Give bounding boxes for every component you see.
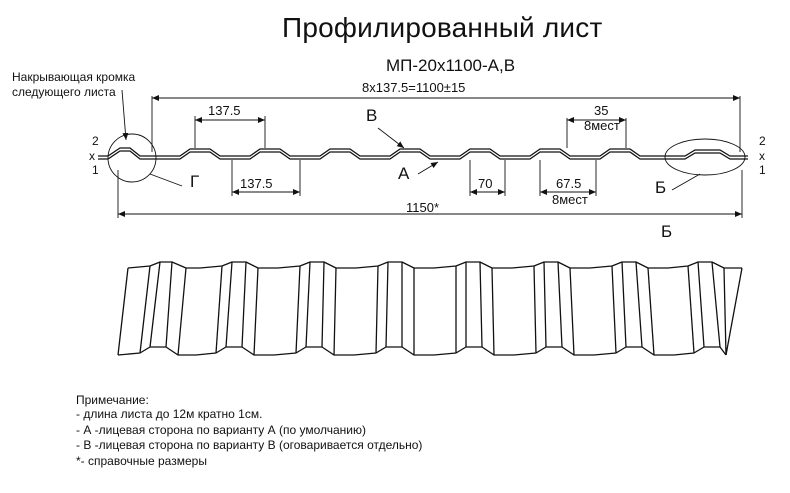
- detail-b-leader: [672, 174, 700, 190]
- detail-g-circle: [108, 134, 156, 182]
- dim-pitch-top: 137.5: [208, 103, 241, 118]
- profile-lower-line: [98, 151, 748, 159]
- note-item: - длина листа до 12м кратно 1см.: [76, 407, 263, 421]
- dim-pitch-bottom-lines: [232, 160, 300, 196]
- dim-valley-bottom-lines: [470, 160, 505, 196]
- side-a-leader: [418, 162, 438, 174]
- notes-list: [76, 407, 422, 469]
- callout-side-a: А: [398, 164, 410, 183]
- dim-total-lines: [118, 170, 742, 218]
- overlap-label-line1: Накрывающая кромка: [12, 70, 136, 84]
- dim-rib-bottom: 67.5: [556, 176, 582, 191]
- callout-detail-b: Б: [655, 178, 667, 197]
- callout-right-2: 2: [759, 134, 766, 148]
- dim-rib-top: 35: [594, 103, 609, 118]
- callout-right-1: 1: [759, 163, 766, 177]
- sheet-front-edge: [118, 347, 726, 355]
- side-b-leader: [378, 128, 404, 148]
- dim-pitch-bottom: 137.5: [240, 176, 273, 191]
- callout-right-x: x: [759, 149, 765, 163]
- note-item: - А -лицевая сторона по варианту А (по умолчанию): [76, 422, 366, 437]
- callout-detail-g: Г: [190, 172, 200, 191]
- dim-overall-top: [152, 96, 740, 152]
- callout-section-b: Б: [661, 222, 673, 241]
- dim-total-width: 1150*: [406, 200, 440, 215]
- cross-section-profile: [98, 148, 748, 159]
- dim-pitch-top-lines: [195, 116, 265, 148]
- dim-rib-top-count: 8мест: [584, 118, 620, 133]
- callout-left-1: 1: [92, 163, 99, 177]
- callout-left-2: 2: [92, 134, 99, 148]
- overlap-leader: [122, 90, 126, 140]
- overlap-label-line2: следующего листа: [12, 85, 116, 99]
- pitch-formula: 8х137.5=1100±15: [362, 80, 466, 95]
- drawing-title: Профилированный лист: [282, 12, 603, 43]
- notes-heading: Примечание:: [76, 393, 149, 407]
- detail-g-leader: [150, 174, 182, 186]
- callout-side-b: В: [366, 106, 378, 125]
- note-item: *- справочные размеры: [76, 453, 207, 468]
- dim-rib-top-lines: [567, 118, 626, 148]
- dim-rib-bottom-lines: [540, 160, 596, 196]
- dim-rib-bottom-count: 8мест: [552, 192, 588, 207]
- note-item: - В -лицевая сторона по варианту В (оговаривается отдельно): [76, 438, 423, 453]
- detail-b-ellipse: [665, 139, 745, 175]
- sheet-back-edge: [128, 262, 742, 268]
- callout-left-x: x: [89, 149, 95, 163]
- sheet-3d-view: [118, 262, 742, 355]
- dim-valley-bottom: 70: [478, 176, 493, 191]
- model-designation: МП-20х1100-А,В: [386, 56, 516, 75]
